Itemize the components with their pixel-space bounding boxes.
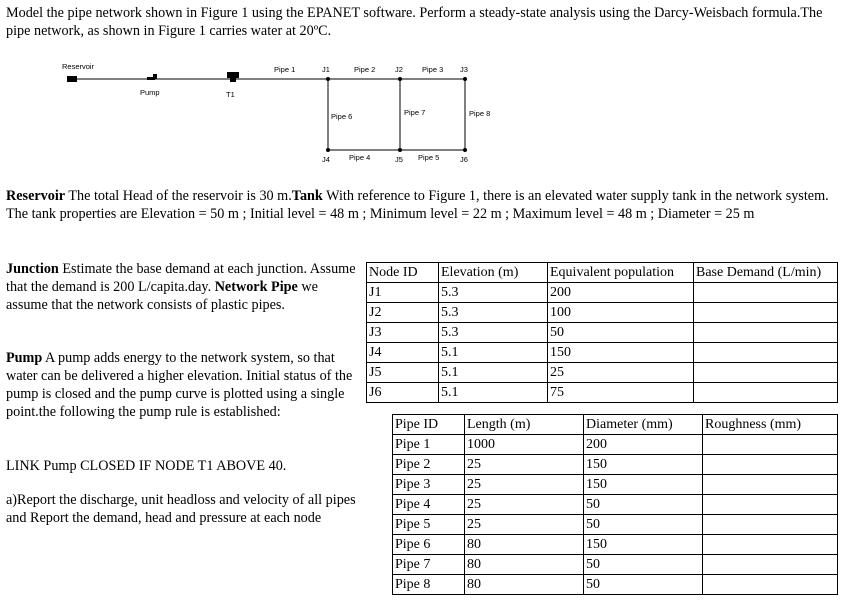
reservoir-tank-text <box>6 187 840 223</box>
pipe-5-label: Pipe 5 <box>418 153 440 162</box>
roughness-cell[interactable] <box>703 555 838 575</box>
diameter-header: Diameter (mm) <box>584 415 703 435</box>
population-cell: 75 <box>548 383 694 403</box>
node-table <box>366 262 838 403</box>
tank-heading: Tank <box>291 188 323 204</box>
length-cell: 25 <box>465 495 584 515</box>
pump-rule-text: LINK Pump CLOSED IF NODE T1 ABOVE 40. <box>6 458 287 474</box>
tank-label: T1 <box>226 90 235 99</box>
junction-description: Estimate the base demand at each junction. Assume that the demand is 200 L/capita.day. <box>6 261 356 295</box>
intro-text: Model the pipe network shown in Figure 1 using the EPANET software. Perform a steady-state analysis using the Darcy-Weisbach formula.The pipe network, as shown in Figure 1 carries water at 20ºC. <box>6 5 823 39</box>
reservoir-heading: Reservoir <box>6 188 66 204</box>
length-cell: 80 <box>465 575 584 595</box>
node-id-cell: J4 <box>367 343 439 363</box>
diameter-cell: 200 <box>584 435 703 455</box>
base-demand-cell[interactable] <box>694 363 838 383</box>
pipe-id-cell: Pipe 2 <box>393 455 465 475</box>
base-demand-header: Base Demand (L/min) <box>694 263 838 283</box>
node-id-cell: J3 <box>367 323 439 343</box>
node-table-header <box>367 263 838 283</box>
j5-label: J5 <box>395 155 403 164</box>
question-text: a)Report the discharge, unit headloss and velocity of all pipes and Report the demand, head and pressure at each node <box>6 492 356 526</box>
base-demand-cell[interactable] <box>694 343 838 363</box>
elevation-cell: 5.3 <box>439 323 548 343</box>
junction-text <box>6 260 358 314</box>
pipe-1-label: Pipe 1 <box>274 65 296 74</box>
junction-j3-dot <box>463 77 467 81</box>
roughness-cell[interactable] <box>703 475 838 495</box>
pipe-4-label: Pipe 4 <box>349 153 371 162</box>
table-row <box>367 343 838 363</box>
table-row <box>393 575 838 595</box>
junction-j1-dot <box>326 77 330 81</box>
table-row <box>367 323 838 343</box>
length-cell: 25 <box>465 475 584 495</box>
table-row <box>393 435 838 455</box>
pipe-id-cell: Pipe 8 <box>393 575 465 595</box>
length-cell: 80 <box>465 555 584 575</box>
node-id-cell: J1 <box>367 283 439 303</box>
node-id-cell: J6 <box>367 383 439 403</box>
population-header: Equivalent population <box>548 263 694 283</box>
table-row <box>393 515 838 535</box>
elevation-cell: 5.3 <box>439 303 548 323</box>
roughness-cell[interactable] <box>703 495 838 515</box>
diameter-cell: 150 <box>584 535 703 555</box>
base-demand-cell[interactable] <box>694 303 838 323</box>
base-demand-cell[interactable] <box>694 323 838 343</box>
table-row <box>367 383 838 403</box>
pipe-id-cell: Pipe 5 <box>393 515 465 535</box>
base-demand-cell[interactable] <box>694 383 838 403</box>
population-cell: 50 <box>548 323 694 343</box>
table-row <box>393 455 838 475</box>
pipe-3-label: Pipe 3 <box>422 65 444 74</box>
pipe-id-cell: Pipe 1 <box>393 435 465 455</box>
pipe-7-label: Pipe 7 <box>404 108 426 117</box>
pump-label: Pump <box>140 88 160 97</box>
junction-j6-dot <box>463 148 467 152</box>
table-row <box>393 555 838 575</box>
j1-label: J1 <box>322 65 330 74</box>
j6-label: J6 <box>460 155 468 164</box>
tank-icon <box>227 72 239 82</box>
population-cell: 150 <box>548 343 694 363</box>
j3-label: J3 <box>460 65 468 74</box>
diameter-cell: 50 <box>584 575 703 595</box>
roughness-header: Roughness (mm) <box>703 415 838 435</box>
elevation-cell: 5.3 <box>439 283 548 303</box>
elevation-cell: 5.1 <box>439 343 548 363</box>
population-cell: 200 <box>548 283 694 303</box>
j2-label: J2 <box>395 65 403 74</box>
pump-description: A pump adds energy to the network system, so that water can be delivered a higher elevation. Initial status of the pump is closed and the pump curve is plotted using a single point.the following the pump rule is established: <box>6 350 353 420</box>
length-cell: 25 <box>465 455 584 475</box>
junction-j5-dot <box>398 148 402 152</box>
pipe-id-cell: Pipe 7 <box>393 555 465 575</box>
table-row <box>393 535 838 555</box>
j4-label: J4 <box>322 155 330 164</box>
roughness-cell[interactable] <box>703 535 838 555</box>
pipe-table-header <box>393 415 838 435</box>
pipe-id-header: Pipe ID <box>393 415 465 435</box>
junction-j4-dot <box>326 148 330 152</box>
table-row <box>393 475 838 495</box>
node-id-cell: J2 <box>367 303 439 323</box>
elevation-header: Elevation (m) <box>439 263 548 283</box>
table-row <box>367 363 838 383</box>
reservoir-description: The total Head of the reservoir is 30 m. <box>65 188 292 204</box>
population-cell: 25 <box>548 363 694 383</box>
table-row <box>393 495 838 515</box>
roughness-cell[interactable] <box>703 435 838 455</box>
pipe-id-cell: Pipe 3 <box>393 475 465 495</box>
pipe-id-cell: Pipe 4 <box>393 495 465 515</box>
length-cell: 25 <box>465 515 584 535</box>
pump-text <box>6 349 358 421</box>
pipe-table <box>392 414 838 595</box>
diameter-cell: 50 <box>584 495 703 515</box>
diameter-cell: 50 <box>584 555 703 575</box>
pipe-6-label: Pipe 6 <box>331 112 353 121</box>
pipe-8-label: Pipe 8 <box>469 109 491 118</box>
pump-heading: Pump <box>6 350 43 366</box>
pipe-2-label: Pipe 2 <box>354 65 376 74</box>
elevation-cell: 5.1 <box>439 383 548 403</box>
tank-description: With reference to Figure 1, there is an elevated water supply tank in the network system. The tank properties are Elevation = 50 m ; Initial level = 48 m ; Minimum level = 22 m ; Maximum level = 48 m ; Diameter = 25 m <box>6 188 829 222</box>
network-diagram <box>0 0 848 175</box>
roughness-cell[interactable] <box>703 455 838 475</box>
elevation-cell: 5.1 <box>439 363 548 383</box>
diameter-cell: 150 <box>584 475 703 495</box>
network-pipe-description: we assume that the network consists of plastic pipes. <box>6 279 318 313</box>
length-cell: 80 <box>465 535 584 555</box>
table-row <box>367 303 838 323</box>
roughness-cell[interactable] <box>703 575 838 595</box>
pipe-id-cell: Pipe 6 <box>393 535 465 555</box>
junction-j2-dot <box>398 77 402 81</box>
node-id-header: Node ID <box>367 263 439 283</box>
length-header: Length (m) <box>465 415 584 435</box>
network-pipe-heading: Network Pipe <box>214 279 298 295</box>
junction-heading: Junction <box>6 261 59 277</box>
diameter-cell: 50 <box>584 515 703 535</box>
reservoir-icon <box>67 76 77 82</box>
roughness-cell[interactable] <box>703 515 838 535</box>
table-row <box>367 283 838 303</box>
base-demand-cell[interactable] <box>694 283 838 303</box>
diameter-cell: 150 <box>584 455 703 475</box>
length-cell: 1000 <box>465 435 584 455</box>
population-cell: 100 <box>548 303 694 323</box>
node-id-cell: J5 <box>367 363 439 383</box>
reservoir-label: Reservoir <box>62 62 95 71</box>
